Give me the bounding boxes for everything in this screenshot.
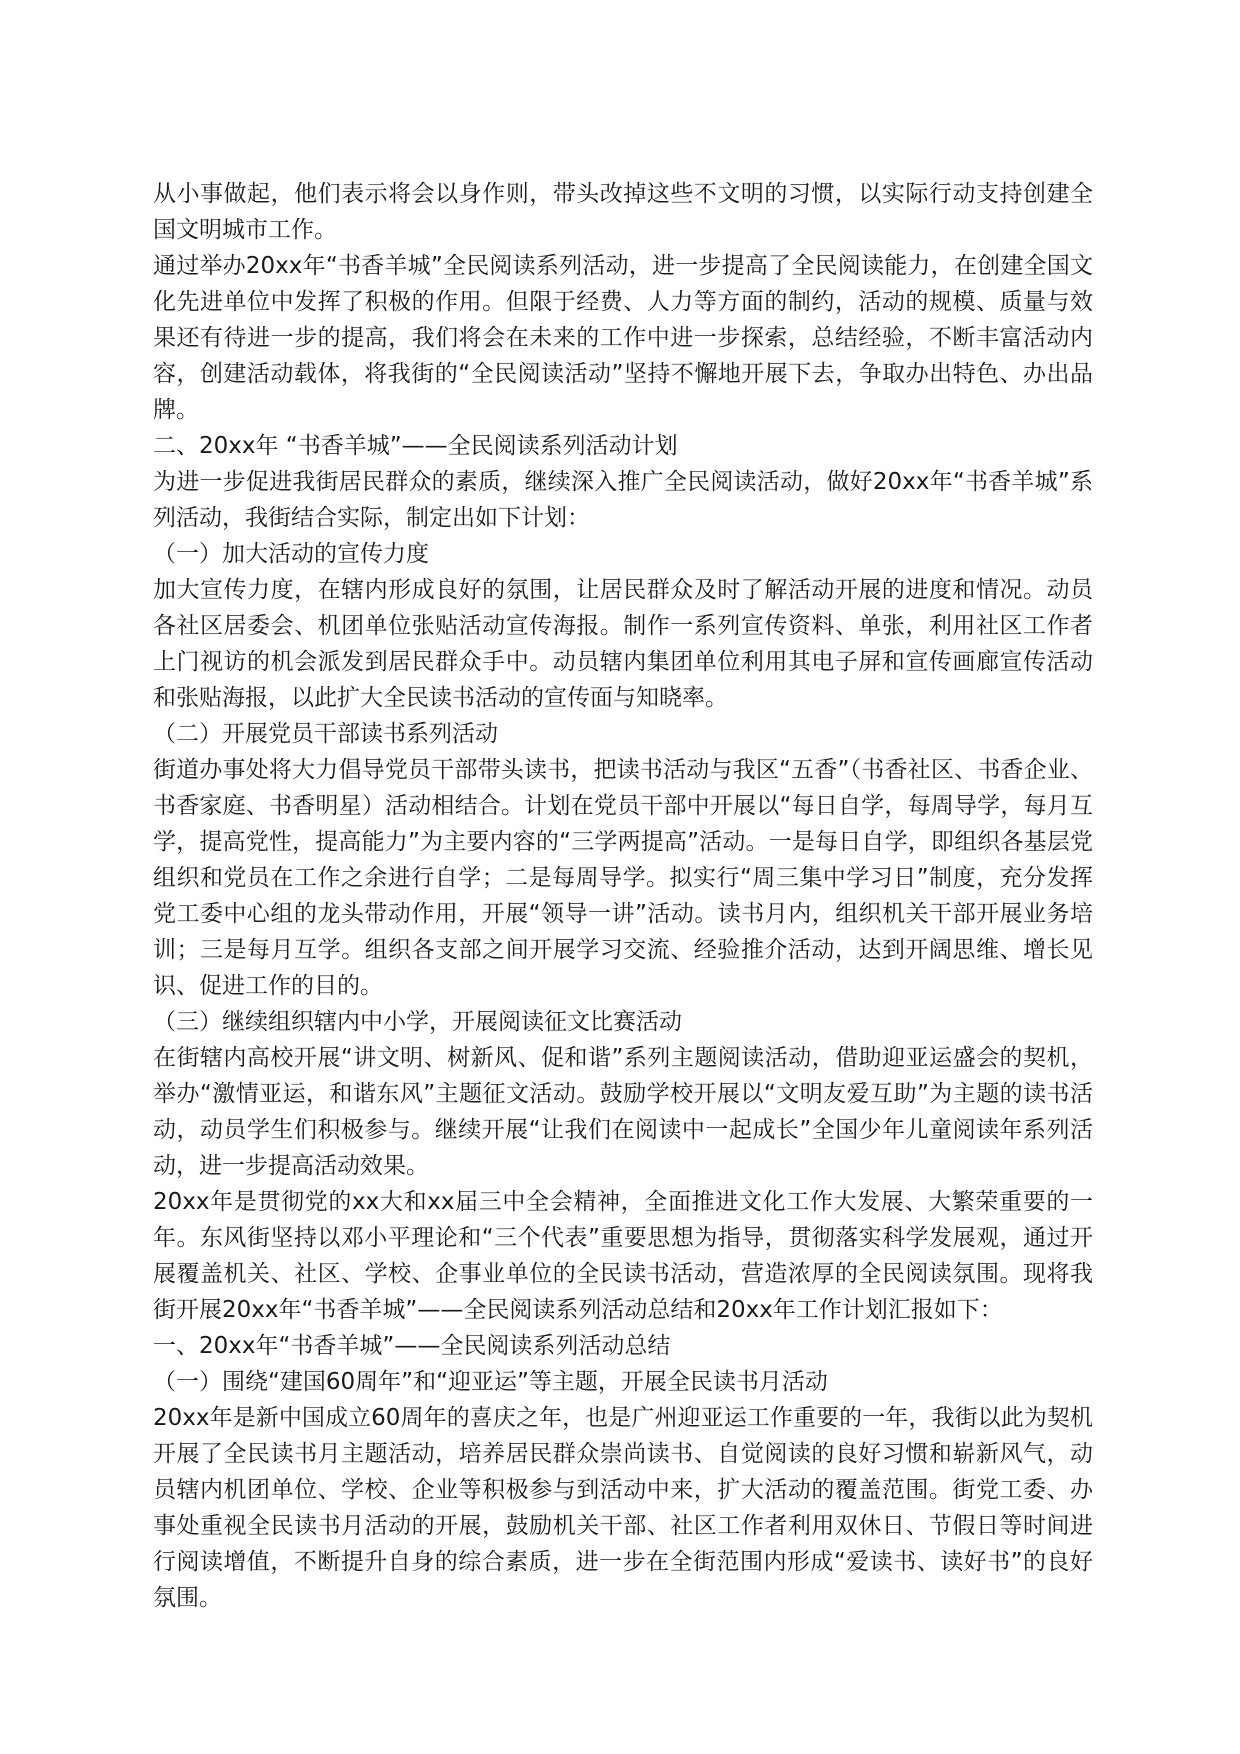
paragraph: 加大宣传力度，在辖内形成良好的氛围，让居民群众及时了解活动开展的进度和情况。动员各社区居委会、机团单位张贴活动宣传海报。制作一系列宣传资料、单张，利用社区工作者上门视访的机会派发到居民群众手中。动员辖内集团单位利用其电子屏和宣传画廊宣传活动和张贴海报，以此扩大全民读书活动的宣传面与知晓率。 — [153, 577, 1093, 711]
subsection-heading: （三）继续组织辖内中小学，开展阅读征文比赛活动 — [153, 1009, 682, 1035]
paragraph: 通过举办20xx年“书香羊城”全民阅读系列活动，进一步提高了全民阅读能力，在创建全国文化先进单位中发挥了积极的作用。但限于经费、人力等方面的制约，活动的规模、质量与效果还有待进一步的提高，我们将会在未来的工作中进一步探索，总结经验，不断丰富活动内容，创建活动载体，将我街的“全民阅读活动”坚持不懈地开展下去，争取办出特色、办出品牌。 — [153, 253, 1093, 423]
subsection-heading: （一）加大活动的宣传力度 — [153, 541, 429, 567]
paragraph: 在街辖内高校开展“讲文明、树新风、促和谐”系列主题阅读活动，借助迎亚运盛会的契机，举办“激情亚运，和谐东风”主题征文活动。鼓励学校开展以“文明友爱互助”为主题的读书活动，动员学生们积极参与。继续开展“让我们在阅读中一起成长”全国少年儿童阅读年系列活动，进一步提高活动效果。 — [153, 1045, 1093, 1179]
section-heading: 二、20xx年 “书香羊城”——全民阅读系列活动计划 — [153, 433, 678, 459]
paragraph: 街道办事处将大力倡导党员干部带头读书，把读书活动与我区“五香”（书香社区、书香企业、书香家庭、书香明星）活动相结合。计划在党员干部中开展以“每日自学，每周导学，每月互学，提高党性，提高能力”为主要内容的“三学两提高”活动。一是每日自学，即组织各基层党组织和党员在工作之余进行自学；二是每周导学。拟实行“周三集中学习日”制度，充分发挥党工委中心组的龙头带动作用，开展“领导一讲”活动。读书月内，组织机关干部开展业务培训；三是每月互学。组织各支部之间开展学习交流、经验推介活动，达到开阔思维、增长见识、促进工作的目的。 — [153, 757, 1093, 999]
paragraph: 为进一步促进我街居民群众的素质，继续深入推广全民阅读活动，做好20xx年“书香羊城”系列活动，我街结合实际，制定出如下计划： — [153, 469, 1093, 531]
paragraph: 20xx年是贯彻党的xx大和xx届三中全会精神，全面推进文化工作大发展、大繁荣重要的一年。东风街坚持以邓小平理论和“三个代表”重要思想为指导，贯彻落实科学发展观，通过开展覆盖机关、社区、学校、企事业单位的全民读书活动，营造浓厚的全民阅读氛围。现将我街开展20xx年“书香羊城”——全民阅读系列活动总结和20xx年工作计划汇报如下： — [153, 1189, 1093, 1323]
subsection-heading: （一）围绕“建国60周年”和“迎亚运”等主题，开展全民读书月活动 — [153, 1369, 828, 1395]
paragraph: 20xx年是新中国成立60周年的喜庆之年，也是广州迎亚运工作重要的一年，我街以此为契机开展了全民读书月主题活动，培养居民群众崇尚读书、自觉阅读的良好习惯和崭新风气，动员辖内机团单位、学校、企业等积极参与到活动中来，扩大活动的覆盖范围。街党工委、办事处重视全民读书月活动的开展，鼓励机关干部、社区工作者利用双休日、节假日等时间进行阅读增值，不断提升自身的综合素质，进一步在全街范围内形成“爱读书、读好书”的良好氛围。 — [153, 1405, 1093, 1611]
section-heading: 一、20xx年“书香羊城”——全民阅读系列活动总结 — [153, 1333, 671, 1359]
document-body — [153, 176, 1093, 1616]
subsection-heading: （二）开展党员干部读书系列活动 — [153, 721, 498, 747]
paragraph: 从小事做起，他们表示将会以身作则，带头改掉这些不文明的习惯，以实际行动支持创建全国文明城市工作。 — [153, 181, 1093, 243]
